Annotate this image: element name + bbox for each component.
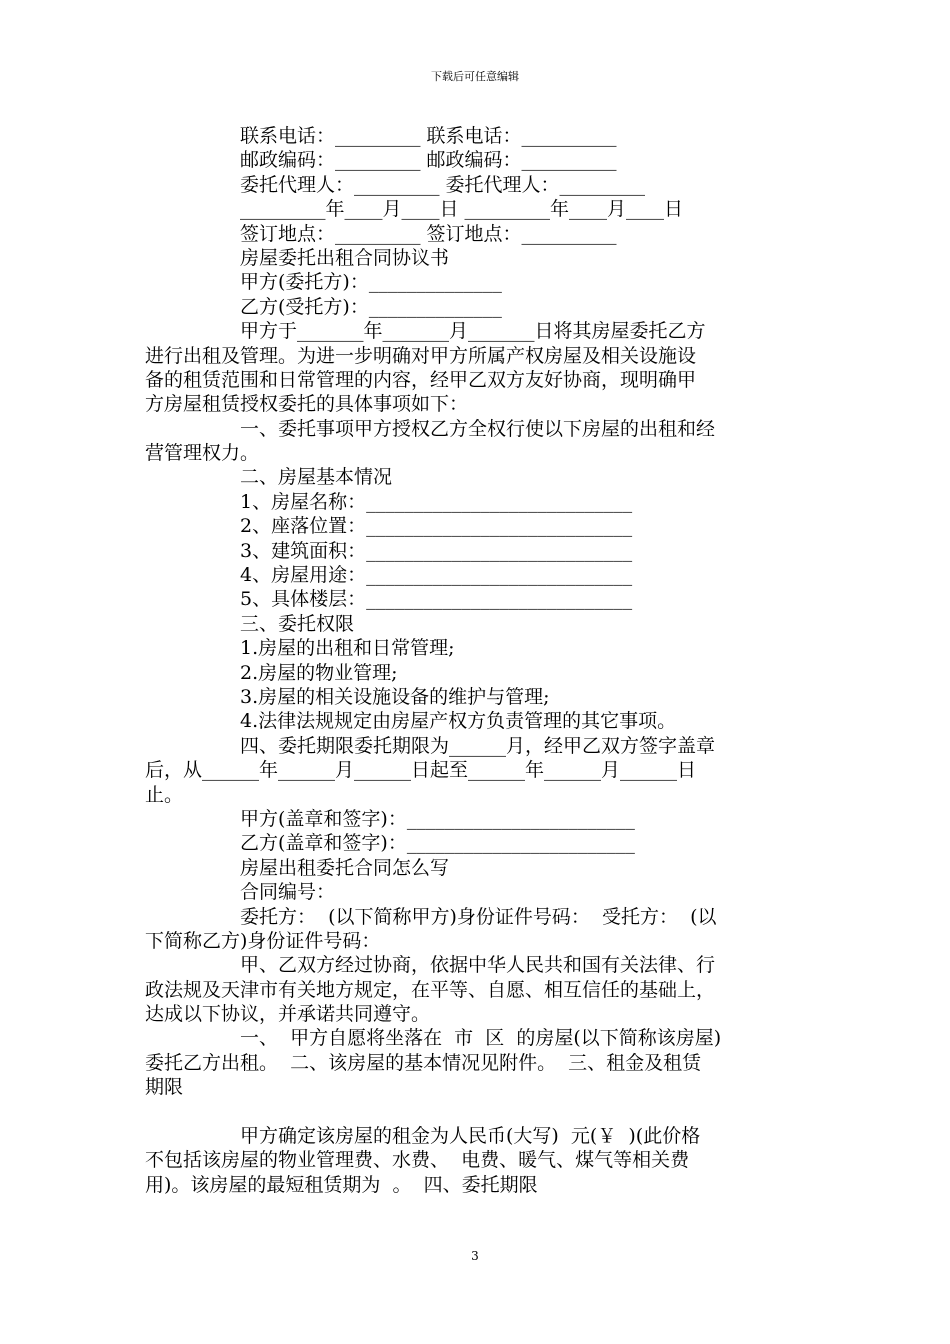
text-line: 备的租赁范围和日常管理的内容，经甲乙双方友好协商，现明确甲 [145, 368, 697, 391]
page-header: 下载后可任意编辑 [431, 70, 519, 83]
text-line: 进行出租及管理。为进一步明确对甲方所属产权房屋及相关设施设 [145, 344, 697, 367]
page-number: 3 [471, 1249, 479, 1263]
text-line: 甲方(盖章和签字)：________________________ [240, 807, 635, 830]
text-line: 一、委托事项甲方授权乙方全权行使以下房屋的出租和经 [240, 417, 716, 440]
text-line: 四、委托期限委托期限为______月，经甲乙双方签字盖章 [240, 734, 716, 757]
text-line: 2、座落位置：____________________________ [240, 515, 633, 538]
text-line: 4.法律法规规定由房屋产权方负责管理的其它事项。 [240, 710, 677, 733]
text-line: 签订地点：_________ 签订地点：__________ [240, 222, 617, 245]
text-line: 营管理权力。 [145, 442, 260, 465]
text-line: 4、房屋用途：____________________________ [240, 564, 633, 587]
text-line: 乙方(受托方)：______________ [240, 295, 502, 318]
text-line: 甲方(委托方)：______________ [240, 271, 502, 294]
text-line: 2.房屋的物业管理; [240, 661, 398, 684]
text-line: 期限 [145, 1076, 184, 1099]
text-line: 三、委托权限 [240, 612, 355, 635]
text-line: 1.房屋的出租和日常管理; [240, 637, 455, 660]
text-line: 甲方确定该房屋的租金为人民币(大写) 元(￥ )(此价格 [240, 1125, 701, 1148]
text-line: 委托代理人：_________ 委托代理人：_________ [240, 173, 646, 196]
text-line: 用)。该房屋的最短租赁期为 。 四、委托期限 [145, 1173, 538, 1196]
text-line: 甲、乙双方经过协商，依据中华人民共和国有关法律、行 [240, 954, 716, 977]
text-line: 委托方： (以下简称甲方)身份证件号码： 受托方： (以 [240, 905, 717, 928]
text-line: 达成以下协议，并承诺共同遵守。 [145, 1003, 431, 1026]
text-line: 5、具体楼层：____________________________ [240, 588, 633, 611]
text-line: 不包括该房屋的物业管理费、水费、 电费、暖气、煤气等相关费 [145, 1149, 690, 1172]
text-line: 委托乙方出租。 二、该房屋的基本情况见附件。 三、租金及租赁 [145, 1051, 702, 1074]
text-line: 后，从______年______月______日起至______年______月______日 [145, 759, 697, 782]
text-line: 下简称乙方)身份证件号码： [145, 929, 381, 952]
text-line: 乙方(盖章和签字)：________________________ [240, 832, 635, 855]
text-line: 房屋出租委托合同怎么写 [240, 856, 450, 879]
text-line: 房屋委托出租合同协议书 [240, 246, 450, 269]
text-line: 二、房屋基本情况 [240, 466, 393, 489]
text-line: 3、建筑面积：____________________________ [240, 539, 633, 562]
text-line: 邮政编码：_________ 邮政编码：__________ [240, 149, 617, 172]
text-line: 方房屋租赁授权委托的具体事项如下： [145, 393, 469, 416]
text-line [145, 1100, 810, 1124]
text-line: 联系电话：_________ 联系电话：__________ [240, 125, 617, 147]
text-line: 甲方于_______年_______月_______日将其房屋委托乙方 [240, 320, 706, 343]
text-line: 合同编号： [240, 881, 336, 904]
text-line: 止。 [145, 783, 184, 806]
text-line: 1、房屋名称：____________________________ [240, 490, 633, 513]
text-line: 政法规及天津市有关地方规定，在平等、自愿、相互信任的基础上， [145, 978, 716, 1001]
text-line: _________年____月____日 _________年____月____日 [240, 198, 684, 221]
text-line: 3.房屋的相关设施设备的维护与管理; [240, 685, 550, 708]
document-body [145, 124, 810, 1197]
text-line: 一、 甲方自愿将坐落在 市 区 的房屋(以下简称该房屋) [240, 1027, 722, 1050]
